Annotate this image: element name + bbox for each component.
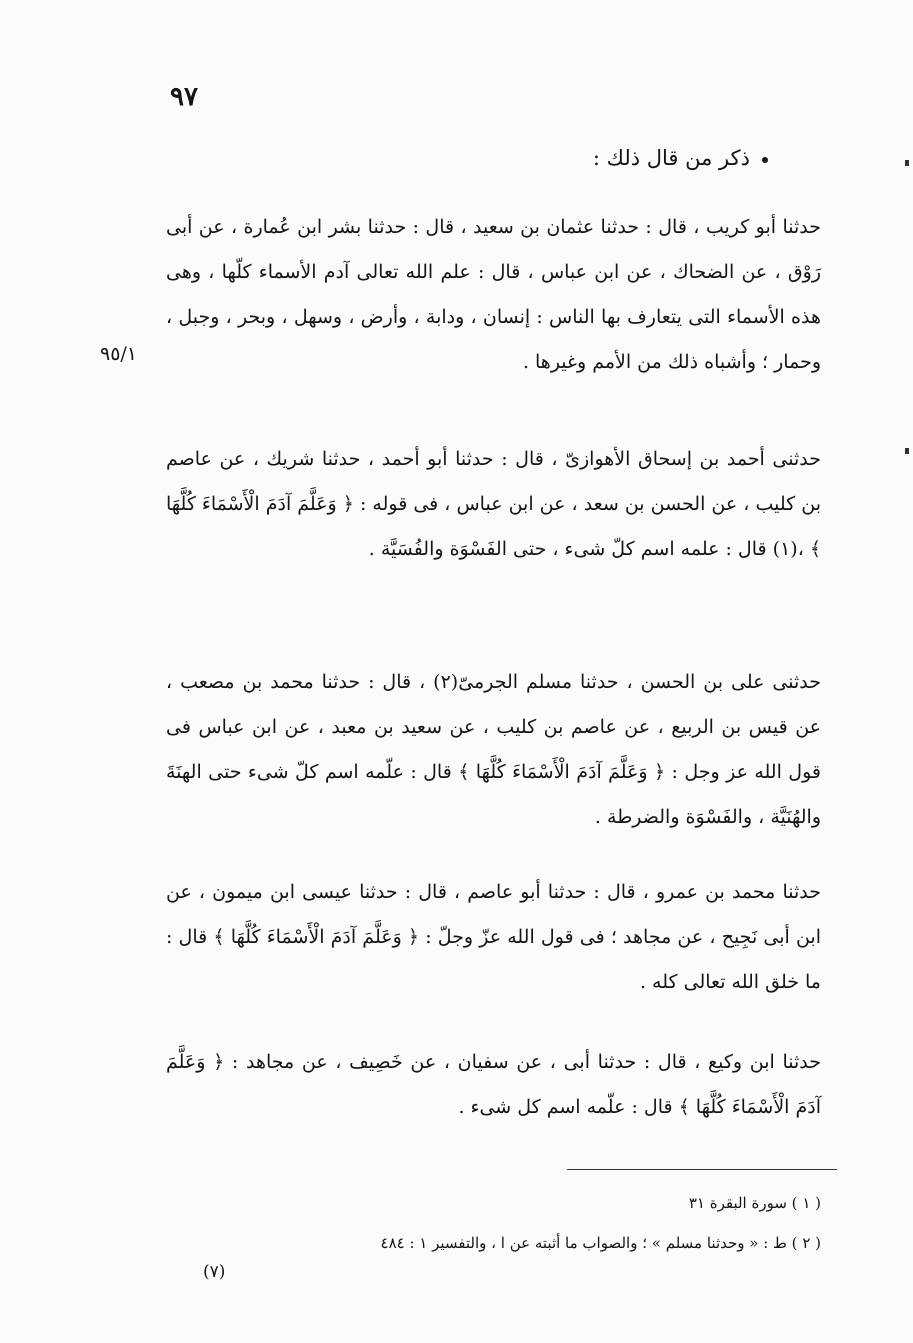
paragraph-2: حدثنى أحمد بن إسحاق الأهوازىّ ، قال : حدثنا أبو أحمد ، حدثنا شريك ، عن عاصم بن كليب ، عن الحسن بن سعد ، عن ابن عباس ، فى قوله : ﴿ وَعَلَّمَ آدَمَ الْأَسْمَاءَ كُلَّهَا ﴾ ،(١) قال : علمه اسم كلّ شىء ، حتى الفَسْوَة والفُسَيَّة . [166,448,821,560]
edge-mark [905,448,909,454]
bullet-dot-icon [762,157,768,163]
signature-mark: (٧) [203,1262,226,1282]
paragraph-1: حدثنا أبو كريب ، قال : حدثنا عثمان بن سعيد ، قال : حدثنا بشر ابن عُمارة ، عن أبى رَوْق ، عن الضحاك ، عن ابن عباس ، قال : علم الله تعالى آدم الأسماء كلّها ، وهى هذه الأسماء التى يتعارف بها الناس : إنسان ، ودابة ، وأرض ، وسهل ، وبحر ، وجبل ، وحمار ؛ وأشباه ذلك من الأمم وغيرها . [166,216,821,373]
paragraph-3: حدثنى على بن الحسن ، حدثنا مسلم الجرمىّ(٢) ، قال : حدثنا محمد بن مصعب ، عن قيس بن الربيع ، عن عاصم بن كليب ، عن سعيد بن معبد ، عن ابن عباس فى قول الله عز وجل : ﴿ وَعَلَّمَ آدَمَ الْأَسْمَاءَ كُلَّهَا ﴾ قال : علّمه اسم كلّ شىء حتى الهنَةَ والهُنَيَّة ، والفَسْوَة والضرطة . [166,671,821,828]
footnote-2: ( ٢ ) ط : « وحدثنا مسلم » ؛ والصواب ما أثبته عن ا ، والتفسير ١ : ٤٨٤ [380,1234,821,1252]
page-number: ٩٧ [170,82,198,112]
footnote-divider [567,1169,837,1170]
section-heading [268,142,768,174]
paragraph-5: حدثنا ابن وكيع ، قال : حدثنا أبى ، عن سفيان ، عن خَصِيف ، عن مجاهد : ﴿ وَعَلَّمَ آدَمَ الْأَسْمَاءَ كُلَّهَا ﴾ قال : علّمه اسم كل شىء . [166,1051,821,1118]
footnote-1: ( ١ ) سورة البقرة ٣١ [688,1194,821,1212]
edge-mark [905,160,909,166]
section-heading-text: ذكر من قال ذلك : [592,146,750,170]
margin-reference: ٩٥/١ [100,343,138,365]
paragraph-4: حدثنا محمد بن عمرو ، قال : حدثنا أبو عاصم ، قال : حدثنا عيسى ابن ميمون ، عن ابن أبى نَجِيح ، عن مجاهد ؛ فى قول الله عزّ وجلّ : ﴿ وَعَلَّمَ آدَمَ الْأَسْمَاءَ كُلَّهَا ﴾ قال : ما خلق الله تعالى كله . [166,881,821,993]
